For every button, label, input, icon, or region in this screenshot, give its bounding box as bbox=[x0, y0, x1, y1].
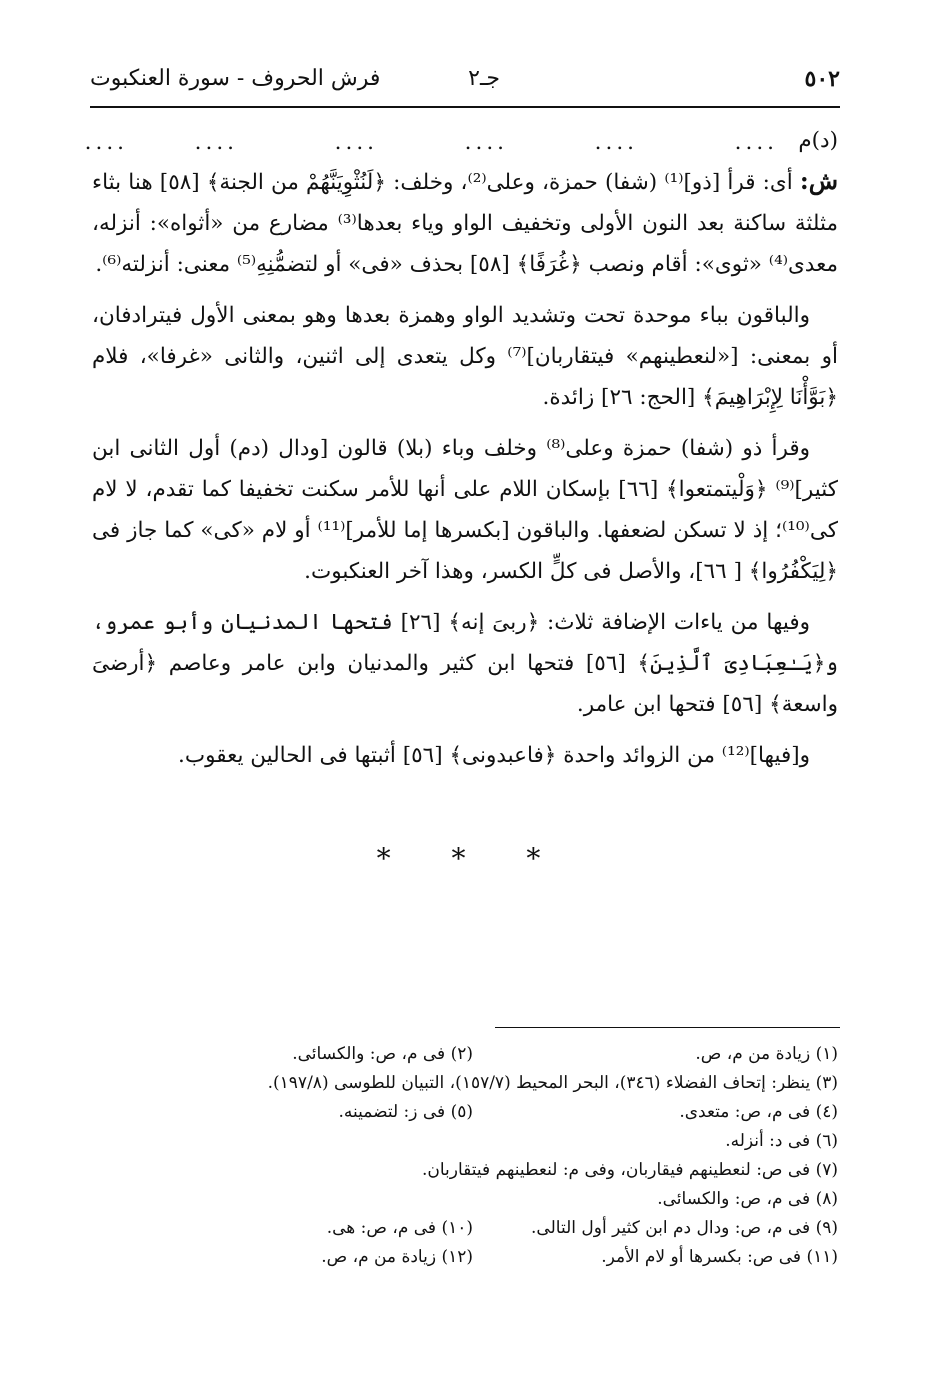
footnote: (٥) فى ز: لتضمينه. bbox=[338, 1102, 473, 1122]
ellipsis-2: .... bbox=[594, 130, 638, 155]
footnote-line bbox=[92, 1214, 838, 1243]
footnote-divider bbox=[495, 1027, 840, 1028]
running-title: فرش الحروف - سورة العنكبوت bbox=[90, 66, 381, 91]
footnote-line bbox=[92, 1185, 838, 1214]
ellipsis-4: .... bbox=[334, 130, 378, 155]
footnote: (١١) فى ص: بكسرها أو لام الأمر. bbox=[601, 1247, 838, 1267]
footnote-line bbox=[92, 1127, 838, 1156]
ellipsis-5: .... bbox=[194, 130, 238, 155]
commentary-marker: ش: bbox=[799, 166, 839, 195]
paragraph-1-text: أى: قرأ [ذو]⁽¹⁾ (شفا) حمزة، وعلى⁽²⁾، وخلف: ﴿لَنُثْوِيَنَّهُمْ من الجنة﴾ [٥٨] هنا بثاء مثلثة ساكنة بعد النون الأولى وتخفيف الواو وياء بعدها⁽³⁾ مضارع من «أثواه»: أنزله، معدى⁽⁴⁾ «ثوى»: أقام ونصب ﴿غُرَفًا﴾ [٥٨] بحذف «فى» أو لتضمُّنِهِ⁽⁵⁾ معنى: أنزلته⁽⁶⁾. bbox=[92, 170, 838, 277]
paragraph-4: وفيها من ياءات الإضافة ثلاث: ﴿ربىَ إنه﴾ [٢٦] فتحها المدنيان وأبو عمرو، و﴿يَـٰعِبَادِىَ ٱلَّذِينَ﴾ [٥٦] فتحها ابن كثير والمدنيان وابن عامر وعاصم ﴿أرضىَ واسعة﴾ [٥٦] فتحها ابن عامر. bbox=[92, 610, 838, 717]
ellipsis-1: .... bbox=[734, 130, 778, 155]
verse-dots-line bbox=[84, 120, 838, 160]
footnote-line bbox=[92, 1098, 838, 1127]
section-separator: * * * bbox=[376, 842, 567, 875]
footnote: (٨) فى م، ص: والكسائى. bbox=[657, 1189, 838, 1209]
footnote: (٩) فى م، ص: ودال دم ابن كثير أول التالى. bbox=[531, 1218, 838, 1238]
footnote-line bbox=[92, 1040, 838, 1069]
footnote-line bbox=[92, 1156, 838, 1185]
footnote-line bbox=[92, 1069, 838, 1098]
footnote: (٢) فى م، ص: والكسائى. bbox=[292, 1044, 473, 1064]
verse-lead: (د)م bbox=[798, 128, 838, 153]
footnote: (٤) فى م، ص: متعدى. bbox=[679, 1102, 838, 1122]
paragraph-3: وقرأ ذو (شفا) حمزة وعلى⁽⁸⁾ وخلف وباء (بلا) قالون [ودال (دم) أول الثانى ابن كثير]⁽⁹⁾ ﴿وَلْيتمتعوا﴾ [٦٦] بإسكان اللام على أنها للأمر سكنت تخفيفا كما تقدم، لا لام كى⁽¹⁰⁾؛ إذ لا تسكن لضعفها. والباقون [بكسرها إما للأمر]⁽¹¹⁾ أو لام «كى» كما جاز فى ﴿لِيَكْفُرُوا﴾ [ ٦٦]، والأصل فى كلٍّ الكسر، وهذا آخر العنكبوت. bbox=[92, 436, 839, 584]
footnote: (٦) فى د: أنزله. bbox=[725, 1131, 838, 1151]
footnotes bbox=[92, 1040, 838, 1272]
paragraph-2: والباقون بباء موحدة تحت وتشديد الواو وهمزة بعدها وهو بمعنى الأول فيترادفان، أو بمعنى: [«لنعطينهم» فيتقاربان]⁽⁷⁾ وكل يتعدى إلى اثنين، والثانى «غرفا»، فلام ﴿بَوَّأْنَا لِإِبْرَاهِيمَ﴾ [الحج: ٢٦] زائدة. bbox=[92, 303, 838, 410]
footnote-line bbox=[92, 1243, 838, 1272]
ellipsis-3: .... bbox=[464, 130, 508, 155]
page-header bbox=[90, 62, 840, 108]
footnote: (٧) فى ص: لنعطينهم فيقاربان، وفى م: لنعطينهم فيتقاربان. bbox=[421, 1160, 838, 1180]
page-number: ٥٠٢ bbox=[804, 66, 840, 92]
main-text bbox=[84, 120, 839, 776]
paragraph-1 bbox=[92, 160, 838, 285]
footnote: (٣) ينظر: إتحاف الفضلاء (٣٤٦)، البحر المحيط (١٥٧/٧)، التبيان للطوسى (١٩٧/٨). bbox=[267, 1073, 838, 1093]
ellipsis-6: .... bbox=[84, 130, 128, 155]
footnote: (١٢) زيادة من م، ص. bbox=[321, 1247, 473, 1267]
footnote: (١٠) فى م، ص: هى. bbox=[326, 1218, 473, 1238]
juz-label: جـ٢ bbox=[468, 66, 500, 91]
footnote: (١) زيادة من م، ص. bbox=[695, 1044, 838, 1064]
paragraph-5: و[فيها]⁽¹²⁾ من الزوائد واحدة ﴿فاعبدونى﴾ [٥٦] أثبتها فى الحالين يعقوب. bbox=[178, 743, 810, 768]
